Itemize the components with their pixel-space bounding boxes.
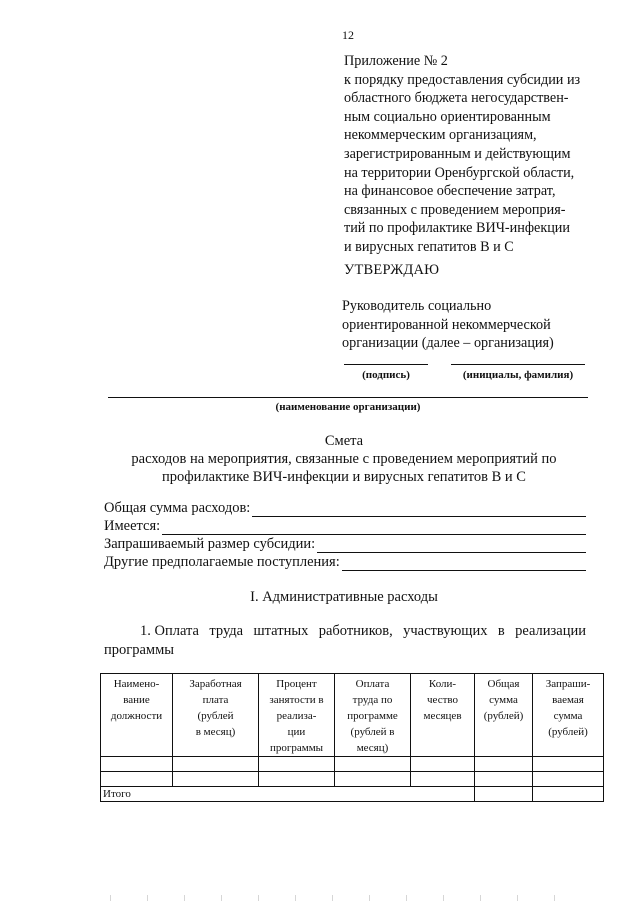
header-cell: Процент занятости в реализа- ции программы xyxy=(259,674,335,757)
scan-artifacts xyxy=(110,895,580,901)
annex-line: Приложение № 2 xyxy=(344,53,448,69)
table-cell[interactable] xyxy=(259,772,335,787)
field-label: Имеется: xyxy=(104,518,161,534)
annex-line: к порядку предоставления субсидии из xyxy=(344,71,581,88)
header-cell: Коли- чество месяцев xyxy=(411,674,475,757)
field-fill-line[interactable] xyxy=(162,522,586,535)
annex-line: тий по профилактике ВИЧ-инфекции xyxy=(344,220,570,237)
organization-name-line[interactable] xyxy=(108,397,588,398)
table-header-row xyxy=(101,674,604,757)
table-cell[interactable] xyxy=(335,757,411,772)
estimate-subtitle-line: профилактике ВИЧ-инфекции и вирусных гепатитов В и С xyxy=(162,469,526,485)
table-cell[interactable] xyxy=(173,772,259,787)
head-line: ориентированной некоммерческой xyxy=(342,316,551,333)
table-total-row xyxy=(101,787,604,802)
field-available xyxy=(104,518,586,535)
field-other-income xyxy=(104,554,586,571)
item-word: реализации xyxy=(515,623,586,639)
item-word: участвующих xyxy=(403,623,488,639)
head-block xyxy=(342,297,612,353)
item-word: штатных xyxy=(253,623,309,639)
field-label: Общая сумма расходов: xyxy=(104,500,251,516)
head-line: Руководитель социально xyxy=(342,298,492,314)
table-cell[interactable] xyxy=(533,787,604,802)
item-line xyxy=(104,622,586,641)
approve-title: УТВЕРЖДАЮ xyxy=(344,262,440,278)
head-line: организации (далее – организация) xyxy=(342,335,554,352)
table-cell[interactable] xyxy=(101,772,173,787)
field-total-expenses xyxy=(104,500,586,517)
annex-line: зарегистрированным и действующим xyxy=(344,145,571,162)
signature-line[interactable] xyxy=(344,364,428,365)
item-line: программы xyxy=(104,641,174,658)
table-cell[interactable] xyxy=(475,772,533,787)
annex-line: областного бюджета негосударствен- xyxy=(344,90,569,107)
field-label: Запрашиваемый размер субсидии: xyxy=(104,536,316,552)
table-cell[interactable] xyxy=(335,772,411,787)
table-row xyxy=(101,757,604,772)
table-cell[interactable] xyxy=(259,757,335,772)
item-word: работников, xyxy=(318,623,393,639)
table-cell[interactable] xyxy=(411,757,475,772)
table-cell[interactable] xyxy=(101,757,173,772)
field-requested-subsidy xyxy=(104,536,586,553)
total-label: Итого xyxy=(101,787,475,802)
header-cell: Заработная плата (рублей в месяц) xyxy=(173,674,259,757)
annex-line: на финансовое обеспечение затрат, xyxy=(344,183,556,200)
page-number: 12 xyxy=(342,28,354,42)
table-cell[interactable] xyxy=(475,757,533,772)
field-fill-line[interactable] xyxy=(252,504,586,517)
field-fill-line[interactable] xyxy=(317,540,586,553)
annex-line: некоммерческим организациям, xyxy=(344,127,537,144)
header-cell: Наимено- вание должности xyxy=(101,674,173,757)
header-cell: Оплата труда по программе (рублей в месяц) xyxy=(335,674,411,757)
annex-block xyxy=(344,52,614,257)
header-cell: Общая сумма (рублей) xyxy=(475,674,533,757)
section-title: I. Административные расходы xyxy=(250,589,438,605)
field-fill-line[interactable] xyxy=(342,558,586,571)
table-row xyxy=(101,772,604,787)
signature-caption: (подпись) xyxy=(362,369,410,381)
table-cell[interactable] xyxy=(411,772,475,787)
name-line[interactable] xyxy=(451,364,585,365)
item-word: 1. Оплата xyxy=(140,623,199,639)
name-caption: (инициалы, фамилия) xyxy=(462,369,574,381)
table-cell[interactable] xyxy=(533,757,604,772)
estimate-subtitle-line: расходов на мероприятия, связанные с проведением мероприятий по xyxy=(131,451,557,467)
item-heading xyxy=(104,622,586,659)
salary-table xyxy=(100,673,604,802)
annex-line: на территории Оренбургской области, xyxy=(344,164,575,181)
organization-caption: (наименование организации) xyxy=(275,401,421,413)
table-cell[interactable] xyxy=(173,757,259,772)
item-word: в xyxy=(497,623,505,639)
table-cell[interactable] xyxy=(475,787,533,802)
table-cell[interactable] xyxy=(533,772,604,787)
annex-line: ным социально ориентированным xyxy=(344,108,551,125)
item-word: труда xyxy=(209,623,244,639)
field-label: Другие предполагаемые поступления: xyxy=(104,554,340,570)
estimate-title: Смета xyxy=(324,433,364,449)
header-cell: Запраши- ваемая сумма (рублей) xyxy=(533,674,604,757)
annex-line: и вирусных гепатитов В и С xyxy=(344,238,514,255)
annex-line: связанных с проведением мероприя- xyxy=(344,201,566,218)
